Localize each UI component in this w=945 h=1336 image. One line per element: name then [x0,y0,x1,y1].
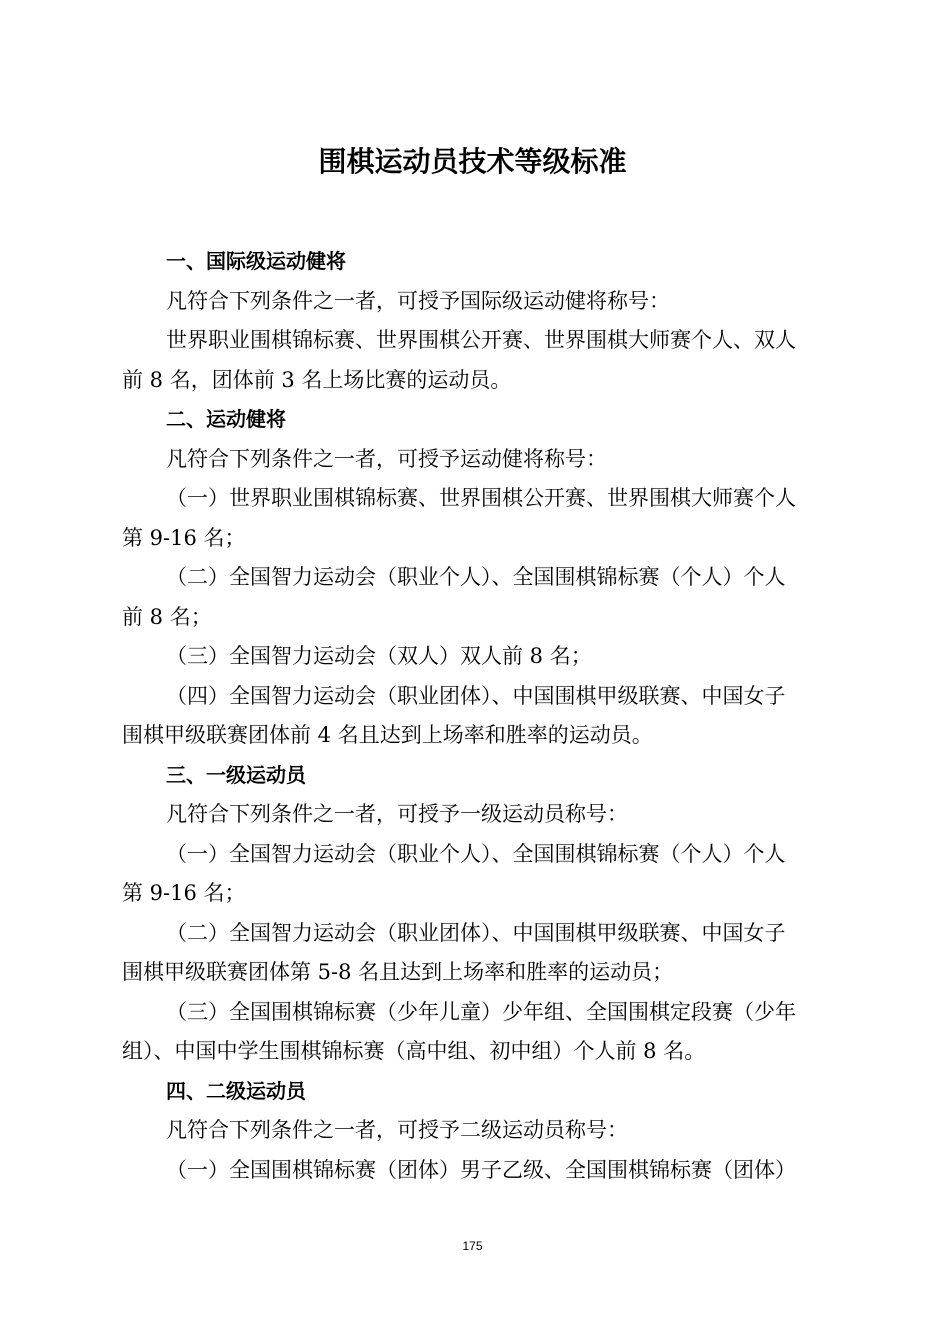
paragraph-line: 凡符合下列条件之一者，可授予运动健将称号： [166,447,607,471]
section-heading-master: 二、运动健将 [166,407,286,431]
paragraph-line: （一）全国围棋锦标赛（团体）男子乙级、全国围棋锦标赛（团体） [166,1158,796,1182]
paragraph-line: （三）全国智力运动会（双人）双人前 8 名； [166,644,592,668]
paragraph-line: （二）全国智力运动会（职业个人）、全国围棋锦标赛（个人）个人 [166,565,786,589]
paragraph-line: （一）全国智力运动会（职业个人）、全国围棋锦标赛（个人）个人 [166,842,786,866]
paragraph-line: （四）全国智力运动会（职业团体）、中国围棋甲级联赛、中国女子 [166,684,786,708]
paragraph-line: 前 8 名； [122,605,212,629]
page-title: 围棋运动员技术等级标准 [318,145,627,178]
paragraph-line: 凡符合下列条件之一者，可授予国际级运动健将称号： [166,289,670,313]
section-heading-second-class: 四、二级运动员 [166,1079,306,1103]
paragraph-line: 凡符合下列条件之一者，可授予二级运动员称号： [166,1118,628,1142]
paragraph-line: 前 8 名，团体前 3 名上场比赛的运动员。 [122,368,512,392]
section-heading-international-master: 一、国际级运动健将 [166,249,346,273]
paragraph-line: 凡符合下列条件之一者，可授予一级运动员称号： [166,802,628,826]
paragraph-line: 组）、中国中学生围棋锦标赛（高中组、初中组）个人前 8 名。 [122,1039,706,1063]
page-number: 175 [462,1239,483,1253]
paragraph-line: 第 9-16 名； [122,881,246,905]
paragraph-line: （二）全国智力运动会（职业团体）、中国围棋甲级联赛、中国女子 [166,921,786,945]
paragraph-line: 围棋甲级联赛团体第 5-8 名且达到上场率和胜率的运动员； [122,960,674,984]
paragraph-line: 围棋甲级联赛团体前 4 名且达到上场率和胜率的运动员。 [122,723,653,747]
paragraph-line: （三）全国围棋锦标赛（少年儿童）少年组、全国围棋定段赛（少年 [166,1000,796,1024]
paragraph-line: （一）世界职业围棋锦标赛、世界围棋公开赛、世界围棋大师赛个人 [166,486,796,510]
paragraph-line: 世界职业围棋锦标赛、世界围棋公开赛、世界围棋大师赛个人、双人 [166,328,796,352]
section-heading-first-class: 三、一级运动员 [166,763,306,787]
paragraph-line: 第 9-16 名； [122,526,246,550]
